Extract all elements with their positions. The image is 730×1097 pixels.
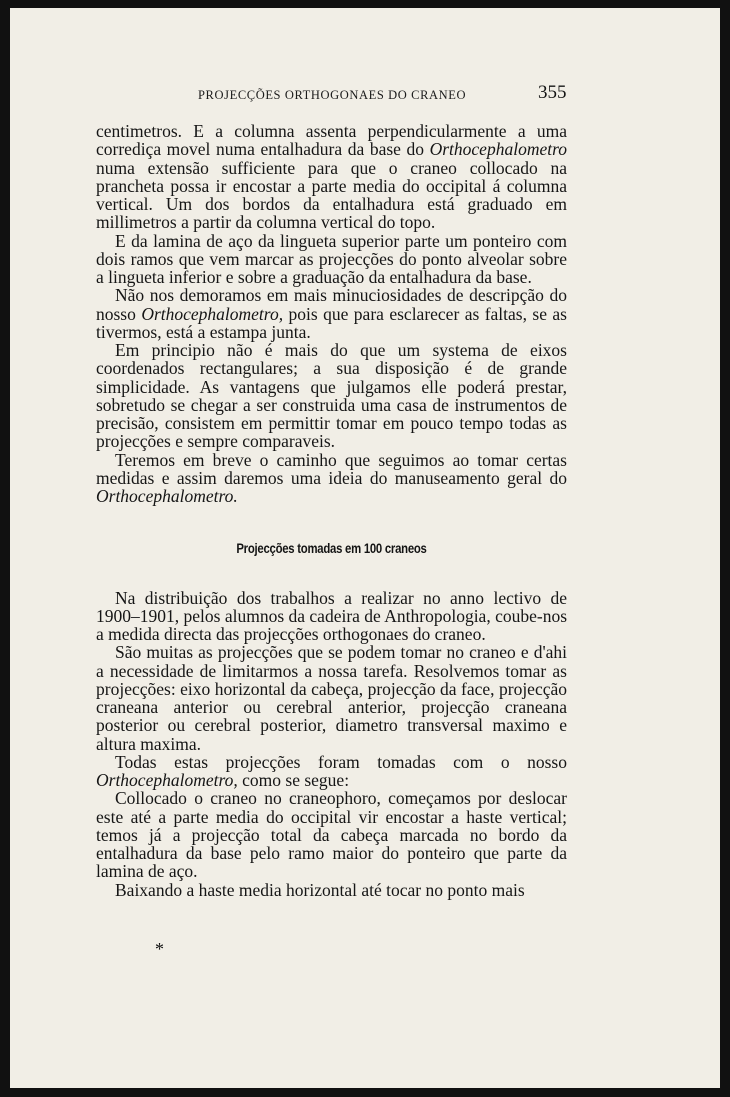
paragraph <box>96 881 567 899</box>
paragraph <box>96 341 567 451</box>
footnote-asterisk: * <box>155 939 164 959</box>
text-run: como se segue: <box>237 770 350 790</box>
text-run: Baixando a haste media horizontal até tocar no ponto mais <box>115 879 525 900</box>
paragraph <box>96 232 567 287</box>
italic-run: Orthocephalometro, <box>96 770 238 790</box>
italic-run: Orthocephalometro <box>429 139 567 160</box>
paragraph <box>96 789 567 880</box>
text-run: E da lamina de aço da lingueta superior parte um ponteiro com dois ramos que vem marcar as projecções do ponto alveolar sobre a lingueta inferior e sobre a graduação da entalhadura da base. <box>96 230 567 287</box>
body-text <box>96 122 567 899</box>
text-run: Não nos demoramos em mais minuciosidades de descripção do nosso <box>96 285 567 324</box>
italic-run: Orthocephalometro, <box>141 303 284 324</box>
paragraph <box>96 122 567 232</box>
text-run: Em principio não é mais do que um systema de eixos coordenados rectangulares; a sua disposição é de grande simplicidade. As vantagens que julgamos elle poderá prestar, sobretudo se chegar a ser construida uma casa de instrumentos de precisão, consistem em permittir tomar em pouco tempo todas as projecções e sempre comparaveis. <box>96 340 567 452</box>
italic-run: Orthocephalometro. <box>96 486 238 506</box>
running-head: PROJECÇÕES ORTHOGONAES DO CRANEO <box>198 88 467 102</box>
text-run: pois que para esclarecer as faltas, se as tivermos, está a estampa junta. <box>96 303 567 342</box>
text-run: centimetros. E a columna assenta perpendicularmente a uma corrediça movel numa entalhadura da base do <box>96 121 567 160</box>
text-run: Todas estas projecções foram tomadas com o nosso <box>115 751 567 772</box>
page-number: 355 <box>538 82 567 103</box>
section-heading: Projecções tomadas em 100 craneos <box>236 541 427 557</box>
text-run: Collocado o craneo no craneophoro, começamos por deslocar este até a parte media do occipital vir encostar a haste vertical; temos já a projecção total da cabeça marcada no bordo da entalhadura da base pelo ramo maior do ponteiro que parte da lamina de aço. <box>96 788 567 882</box>
text-run: São muitas as projecções que se podem tomar no craneo e d'ahi a necessidade de limitarmos a nossa tarefa. Resolvemos tomar as projecções: eixo horizontal da cabeça, projecção da face, projecção craneana anterior ou cerebral anterior, projecção craneana posterior ou cerebral posterior, diametro transversal maximo e altura maxima. <box>96 642 567 754</box>
paragraph <box>96 451 567 506</box>
paragraph <box>96 753 567 790</box>
text-run: Na distribuição dos trabalhos a realizar no anno lectivo de 1900–1901, pelos alumnos da cadeira de Anthropologia, coube-nos a medida directa das projecções orthogonaes do craneo. <box>96 587 567 644</box>
book-page <box>10 8 720 1088</box>
paragraph <box>96 643 567 753</box>
text-run: Teremos em breve o caminho que seguimos ao tomar certas medidas e assim daremos uma ideia do manuseamento geral do <box>96 449 567 488</box>
paragraph <box>96 589 567 644</box>
page-header <box>10 82 720 108</box>
paragraph <box>96 286 567 341</box>
text-run: numa extensão sufficiente para que o craneo collocado na prancheta possa ir encostar a parte media do occipital á columna vertical. Um dos bordos da entalhadura está graduado em millimetros a partir da columna vertical do topo. <box>96 157 567 233</box>
